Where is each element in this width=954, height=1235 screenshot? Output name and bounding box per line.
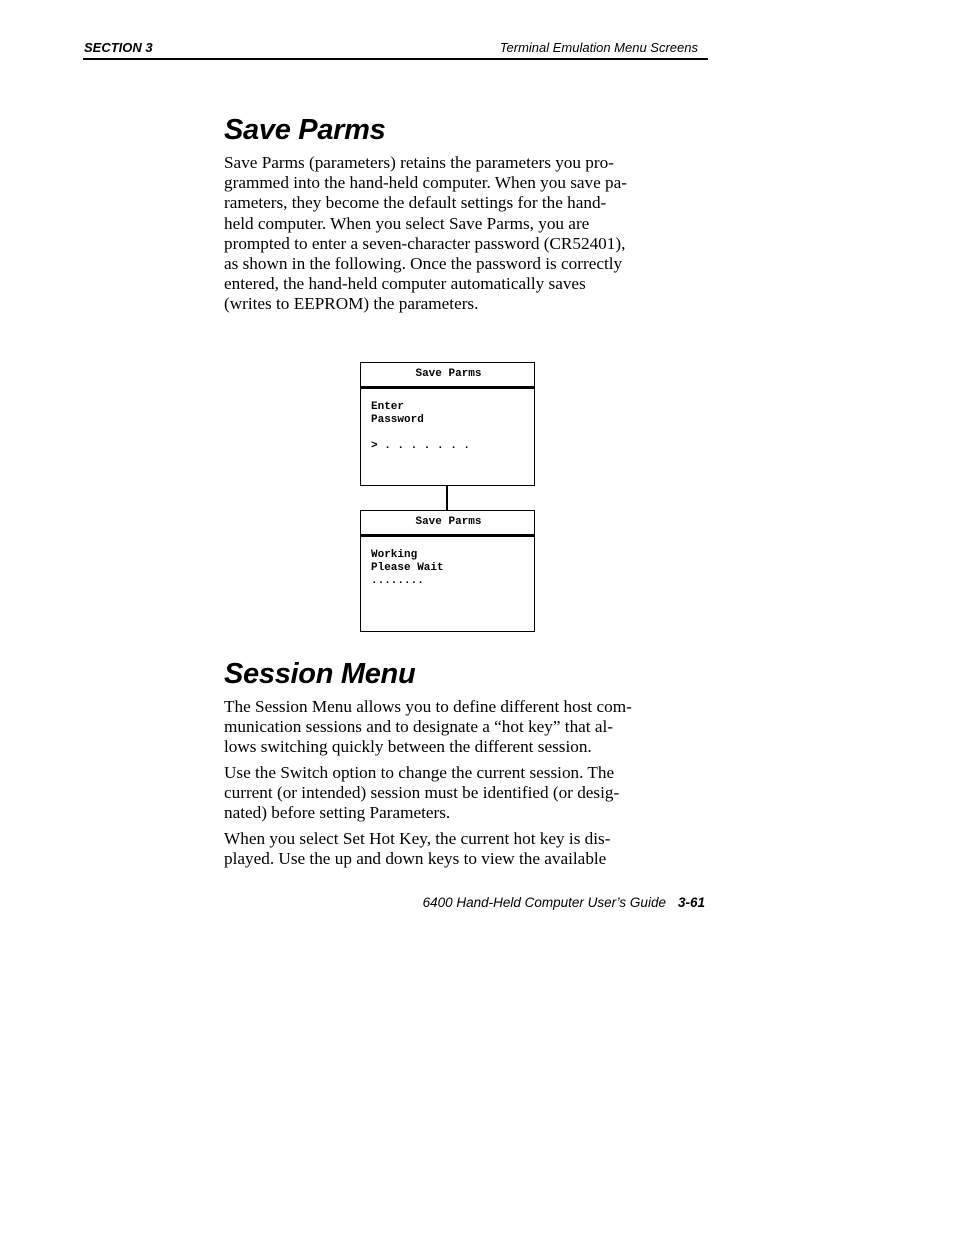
screen-body bbox=[361, 389, 534, 453]
screen-line: Working bbox=[371, 549, 418, 561]
screen-line: Please Wait bbox=[371, 562, 444, 574]
guide-title: 6400 Hand-Held Computer User’s Guide bbox=[422, 895, 666, 910]
session-menu-heading: Session Menu bbox=[224, 658, 416, 690]
text-line: Use the Switch option to change the current session. The bbox=[224, 763, 615, 782]
text-line: entered, the hand-held computer automatically saves bbox=[224, 274, 586, 294]
progress-dots: ........ bbox=[371, 575, 424, 587]
header-rule bbox=[83, 58, 708, 60]
session-paragraph-3 bbox=[224, 829, 704, 869]
session-paragraph-1 bbox=[224, 697, 704, 758]
flow-connector bbox=[446, 486, 448, 510]
screen-line: Password bbox=[371, 414, 424, 426]
text-line: (writes to EEPROM) the parameters. bbox=[224, 294, 479, 314]
session-paragraph-2 bbox=[224, 763, 704, 824]
text-line: Save Parms (parameters) retains the parameters you pro- bbox=[224, 153, 614, 172]
screen-line: Enter bbox=[371, 401, 405, 413]
text-line: nated) before setting Parameters. bbox=[224, 803, 451, 823]
text-line: held computer. When you select Save Parms, you are bbox=[224, 213, 590, 233]
text-line: munication sessions and to designate a “hot key” that al- bbox=[224, 717, 614, 737]
text-line: When you select Set Hot Key, the current hot key is dis- bbox=[224, 829, 611, 848]
text-line: played. Use the up and down keys to view the available bbox=[224, 849, 607, 869]
text-line: The Session Menu allows you to define different host com- bbox=[224, 697, 632, 716]
text-line: rameters, they become the default settings for the hand- bbox=[224, 193, 607, 213]
working-screen bbox=[360, 510, 535, 632]
screen-title: Save Parms bbox=[361, 363, 534, 389]
page-footer bbox=[300, 895, 705, 910]
password-screen bbox=[360, 362, 535, 486]
screen-title: Save Parms bbox=[361, 511, 534, 537]
text-line: prompted to enter a seven-character password (CR52401), bbox=[224, 233, 626, 253]
text-line: lows switching quickly between the different session. bbox=[224, 737, 592, 757]
section-label: SECTION 3 bbox=[84, 40, 153, 55]
password-prompt: > . . . . . . . bbox=[371, 440, 471, 452]
chapter-title: Terminal Emulation Menu Screens bbox=[499, 40, 698, 55]
page-number: 3-61 bbox=[677, 895, 705, 910]
screen-line bbox=[371, 427, 534, 440]
save-parms-paragraph bbox=[224, 153, 704, 315]
save-parms-heading: Save Parms bbox=[224, 114, 386, 146]
text-line: grammed into the hand-held computer. When you save pa- bbox=[224, 173, 627, 193]
screen-body bbox=[361, 537, 534, 588]
text-line: as shown in the following. Once the password is correctly bbox=[224, 254, 623, 274]
text-line: current (or intended) session must be identified (or desig- bbox=[224, 783, 620, 803]
